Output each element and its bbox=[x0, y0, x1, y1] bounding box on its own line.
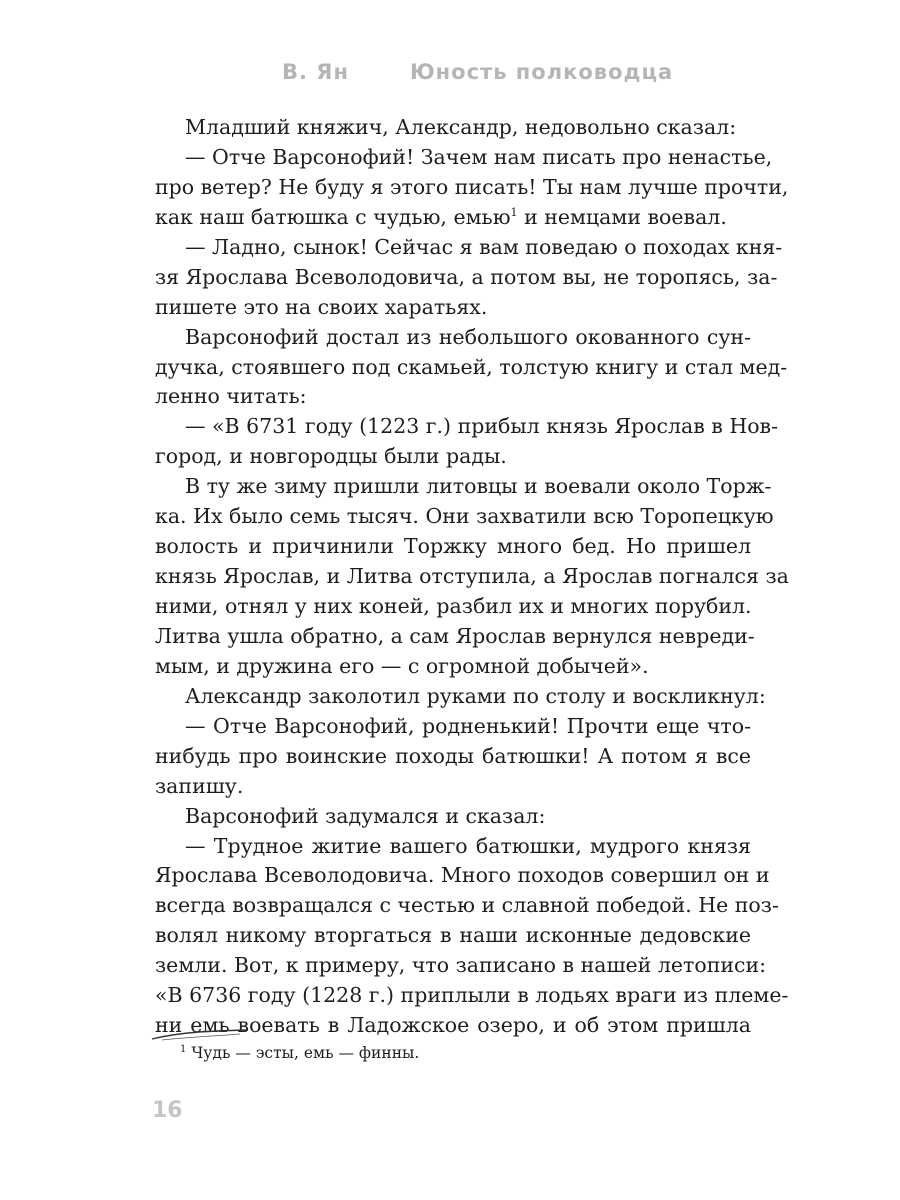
footnote-mark: 1 bbox=[180, 1044, 187, 1055]
text-line bbox=[155, 802, 751, 832]
footnote-reference: 1 bbox=[510, 205, 518, 219]
text-line bbox=[155, 353, 788, 383]
line-text: Александр заколотил руками по столу и воскликнул: bbox=[185, 683, 766, 708]
text-line bbox=[155, 203, 751, 233]
text-line bbox=[155, 233, 783, 263]
line-text: про ветер? Не буду я этого писать! Ты нам лучше прочти, bbox=[155, 174, 789, 199]
page-number: 16 bbox=[152, 1098, 183, 1123]
running-header bbox=[0, 60, 900, 90]
text-line bbox=[155, 712, 751, 742]
text-line bbox=[155, 652, 751, 682]
header-book-title: Юность полководца bbox=[410, 60, 674, 84]
header-author: В. Ян bbox=[282, 60, 349, 84]
text-line bbox=[155, 442, 751, 472]
text-line bbox=[155, 143, 773, 173]
line-text: мым, и дружина его — с огромной добычей». bbox=[155, 653, 649, 678]
text-line bbox=[155, 562, 789, 592]
line-text: В ту же зиму пришли литовцы и воевали около Торж- bbox=[185, 474, 772, 499]
text-line bbox=[155, 682, 766, 712]
line-text: князь Ярослав, и Литва отступила, а Ярослав погнался за bbox=[155, 564, 789, 589]
line-text: — Ладно, сынок! Сейчас я вам поведаю о походах кня- bbox=[185, 234, 783, 259]
line-text: пишете это на своих харатьях. bbox=[155, 294, 488, 319]
text-line bbox=[155, 293, 751, 323]
text-line bbox=[155, 532, 751, 562]
line-text: как наш батюшка с чудью, емью bbox=[155, 204, 511, 229]
line-text: волость и причинили Торжку много бед. Но пришел bbox=[155, 534, 751, 559]
body-text bbox=[155, 113, 789, 1041]
text-line bbox=[155, 472, 772, 502]
footnote bbox=[180, 1044, 419, 1062]
text-line bbox=[155, 891, 779, 921]
text-line bbox=[155, 742, 751, 772]
line-text: — Трудное житие вашего батюшки, мудрого князя bbox=[185, 833, 751, 858]
line-text: ка. Их было семь тысяч. Они захватили всю Торопецкую bbox=[155, 504, 774, 529]
text-line bbox=[155, 951, 767, 981]
text-line bbox=[155, 832, 751, 862]
line-text: и немцами воевал. bbox=[517, 204, 727, 229]
text-line bbox=[155, 622, 755, 652]
text-line bbox=[155, 502, 774, 532]
line-text: ними, отнял у них коней, разбил их и многих порубил. bbox=[155, 594, 752, 618]
text-line bbox=[155, 412, 779, 442]
text-line bbox=[155, 921, 751, 951]
line-text: запишу. bbox=[155, 773, 244, 798]
text-line bbox=[155, 113, 751, 143]
line-text: ленно читать: bbox=[155, 384, 307, 409]
text-line bbox=[155, 861, 770, 891]
text-line bbox=[155, 263, 778, 293]
line-text: всегда возвращался с честью и славной победой. Не поз- bbox=[155, 893, 779, 918]
line-text: ни емь воевать в Ладожское озеро, и об этом пришла bbox=[155, 1013, 751, 1038]
text-line bbox=[155, 981, 789, 1011]
line-text: зя Ярослава Всеволодовича, а потом вы, не торопясь, за- bbox=[155, 264, 778, 289]
line-text: Варсонофий достал из небольшого окованного сун- bbox=[185, 324, 751, 349]
line-text: Младший княжич, Александр, недовольно сказал: bbox=[185, 115, 737, 139]
line-text: — «В 6731 году (1223 г.) прибыл князь Ярослав в Нов- bbox=[185, 414, 779, 439]
footnote-text: Чудь — эсты, емь — финны. bbox=[191, 1044, 420, 1062]
line-text: — Отче Варсонофий! Зачем нам писать про ненастье, bbox=[185, 144, 773, 169]
line-text: нибудь про воинские походы батюшки! А потом я все bbox=[155, 743, 751, 768]
text-line bbox=[155, 382, 751, 412]
line-text: волял никому вторгаться в наши исконные дедовские bbox=[155, 923, 751, 948]
text-line bbox=[155, 592, 751, 622]
line-text: Варсонофий задумался и сказал: bbox=[185, 803, 546, 828]
text-line bbox=[155, 173, 789, 203]
line-text: город, и новгородцы были рады. bbox=[155, 444, 507, 469]
footnote-rule-ornament bbox=[150, 1028, 250, 1042]
text-line bbox=[155, 772, 751, 802]
line-text: дучка, стоявшего под скамьей, толстую книгу и стал мед- bbox=[155, 354, 788, 379]
line-text: земли. Вот, к примеру, что записано в нашей летописи: bbox=[155, 953, 767, 978]
line-text: Ярослава Всеволодовича. Много походов совершил он и bbox=[155, 863, 770, 888]
line-text: — Отче Варсонофий, родненький! Прочти еще что- bbox=[185, 713, 751, 738]
line-text: Литва ушла обратно, а сам Ярослав вернулся невреди- bbox=[155, 623, 755, 648]
text-line bbox=[155, 323, 751, 353]
line-text: «В 6736 году (1228 г.) приплыли в лодьях враги из племе- bbox=[155, 983, 789, 1008]
